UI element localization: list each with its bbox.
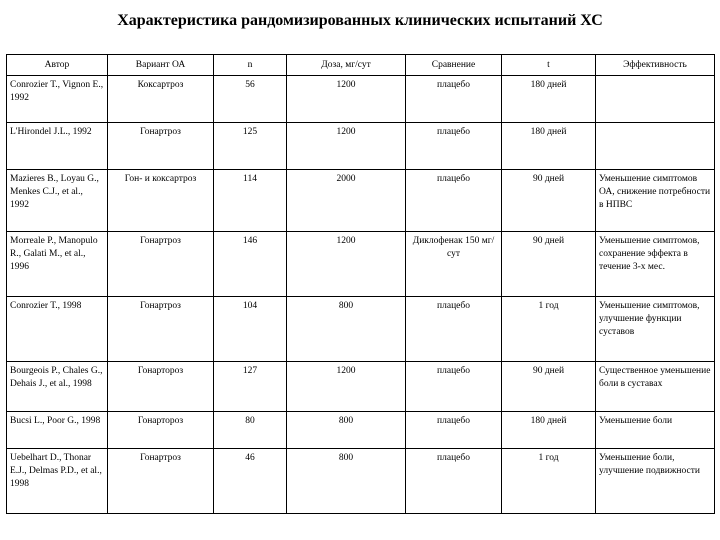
header-efficacy: Эффективность (596, 55, 715, 76)
cell-variant: Гонартроз (108, 449, 214, 514)
cell-duration: 180 дней (502, 123, 596, 170)
table-row (7, 232, 715, 297)
cell-variant: Гонартроз (108, 232, 214, 297)
header-duration: t (502, 55, 596, 76)
cell-n: 46 (214, 449, 287, 514)
header-variant: Вариант ОА (108, 55, 214, 76)
cell-variant: Гонартороз (108, 412, 214, 449)
cell-dose: 1200 (287, 232, 406, 297)
header-comparison: Сравнение (406, 55, 502, 76)
cell-n: 127 (214, 362, 287, 412)
cell-efficacy: Уменьшение симптомов, улучшение функции суставов (596, 297, 715, 362)
table-header-row (7, 55, 715, 76)
table-row (7, 297, 715, 362)
cell-author: Bourgeois P., Chales G., Dehais J., et al., 1998 (7, 362, 108, 412)
cell-variant: Гонартроз (108, 123, 214, 170)
table-row (7, 76, 715, 123)
cell-author: L'Hirondel J.L., 1992 (7, 123, 108, 170)
cell-author: Mazieres B., Loyau G., Menkes C.J., et al., 1992 (7, 170, 108, 232)
cell-efficacy: Уменьшение симптомов ОА, снижение потребности в НПВС (596, 170, 715, 232)
cell-comparison: плацебо (406, 170, 502, 232)
cell-duration: 180 дней (502, 412, 596, 449)
cell-variant: Гонартороз (108, 362, 214, 412)
cell-dose: 800 (287, 449, 406, 514)
cell-duration: 90 дней (502, 362, 596, 412)
cell-efficacy (596, 123, 715, 170)
cell-duration: 180 дней (502, 76, 596, 123)
page-title: Характеристика рандомизированных клинических испытаний ХС (117, 12, 603, 29)
cell-author: Conrozier T., Vignon E., 1992 (7, 76, 108, 123)
cell-variant: Гонартроз (108, 297, 214, 362)
cell-variant: Гон- и коксартроз (108, 170, 214, 232)
cell-duration: 90 дней (502, 232, 596, 297)
cell-efficacy: Уменьшение боли (596, 412, 715, 449)
table-row (7, 170, 715, 232)
table-row (7, 362, 715, 412)
table-row (7, 449, 715, 514)
cell-n: 80 (214, 412, 287, 449)
table-row (7, 412, 715, 449)
cell-comparison: плацебо (406, 123, 502, 170)
cell-dose: 2000 (287, 170, 406, 232)
cell-dose: 1200 (287, 123, 406, 170)
cell-efficacy: Существенное уменьшение боли в суставах (596, 362, 715, 412)
cell-duration: 1 год (502, 297, 596, 362)
cell-efficacy: Уменьшение боли, улучшение подвижности (596, 449, 715, 514)
cell-dose: 1200 (287, 76, 406, 123)
cell-comparison: плацебо (406, 297, 502, 362)
header-n: n (214, 55, 287, 76)
cell-author: Bucsi L., Poor G., 1998 (7, 412, 108, 449)
cell-comparison: плацебо (406, 449, 502, 514)
cell-n: 125 (214, 123, 287, 170)
cell-comparison: плацебо (406, 362, 502, 412)
cell-author: Uebelhart D., Thonar E.J., Delmas P.D., et al., 1998 (7, 449, 108, 514)
header-dose: Доза, мг/сут (287, 55, 406, 76)
cell-dose: 1200 (287, 362, 406, 412)
cell-comparison: плацебо (406, 412, 502, 449)
cell-duration: 90 дней (502, 170, 596, 232)
cell-n: 146 (214, 232, 287, 297)
table-row (7, 123, 715, 170)
cell-efficacy: Уменьшение симптомов, сохранение эффекта в течение 3-х мес. (596, 232, 715, 297)
cell-comparison: плацебо (406, 76, 502, 123)
header-author: Автор (7, 55, 108, 76)
cell-duration: 1 год (502, 449, 596, 514)
trials-table (6, 54, 715, 514)
cell-n: 56 (214, 76, 287, 123)
cell-efficacy (596, 76, 715, 123)
cell-n: 114 (214, 170, 287, 232)
cell-dose: 800 (287, 412, 406, 449)
cell-dose: 800 (287, 297, 406, 362)
cell-n: 104 (214, 297, 287, 362)
cell-comparison: Диклофенак 150 мг/сут (406, 232, 502, 297)
cell-variant: Коксартроз (108, 76, 214, 123)
cell-author: Conrozier T., 1998 (7, 297, 108, 362)
cell-author: Morreale P., Manopulo R., Galati M., et al., 1996 (7, 232, 108, 297)
